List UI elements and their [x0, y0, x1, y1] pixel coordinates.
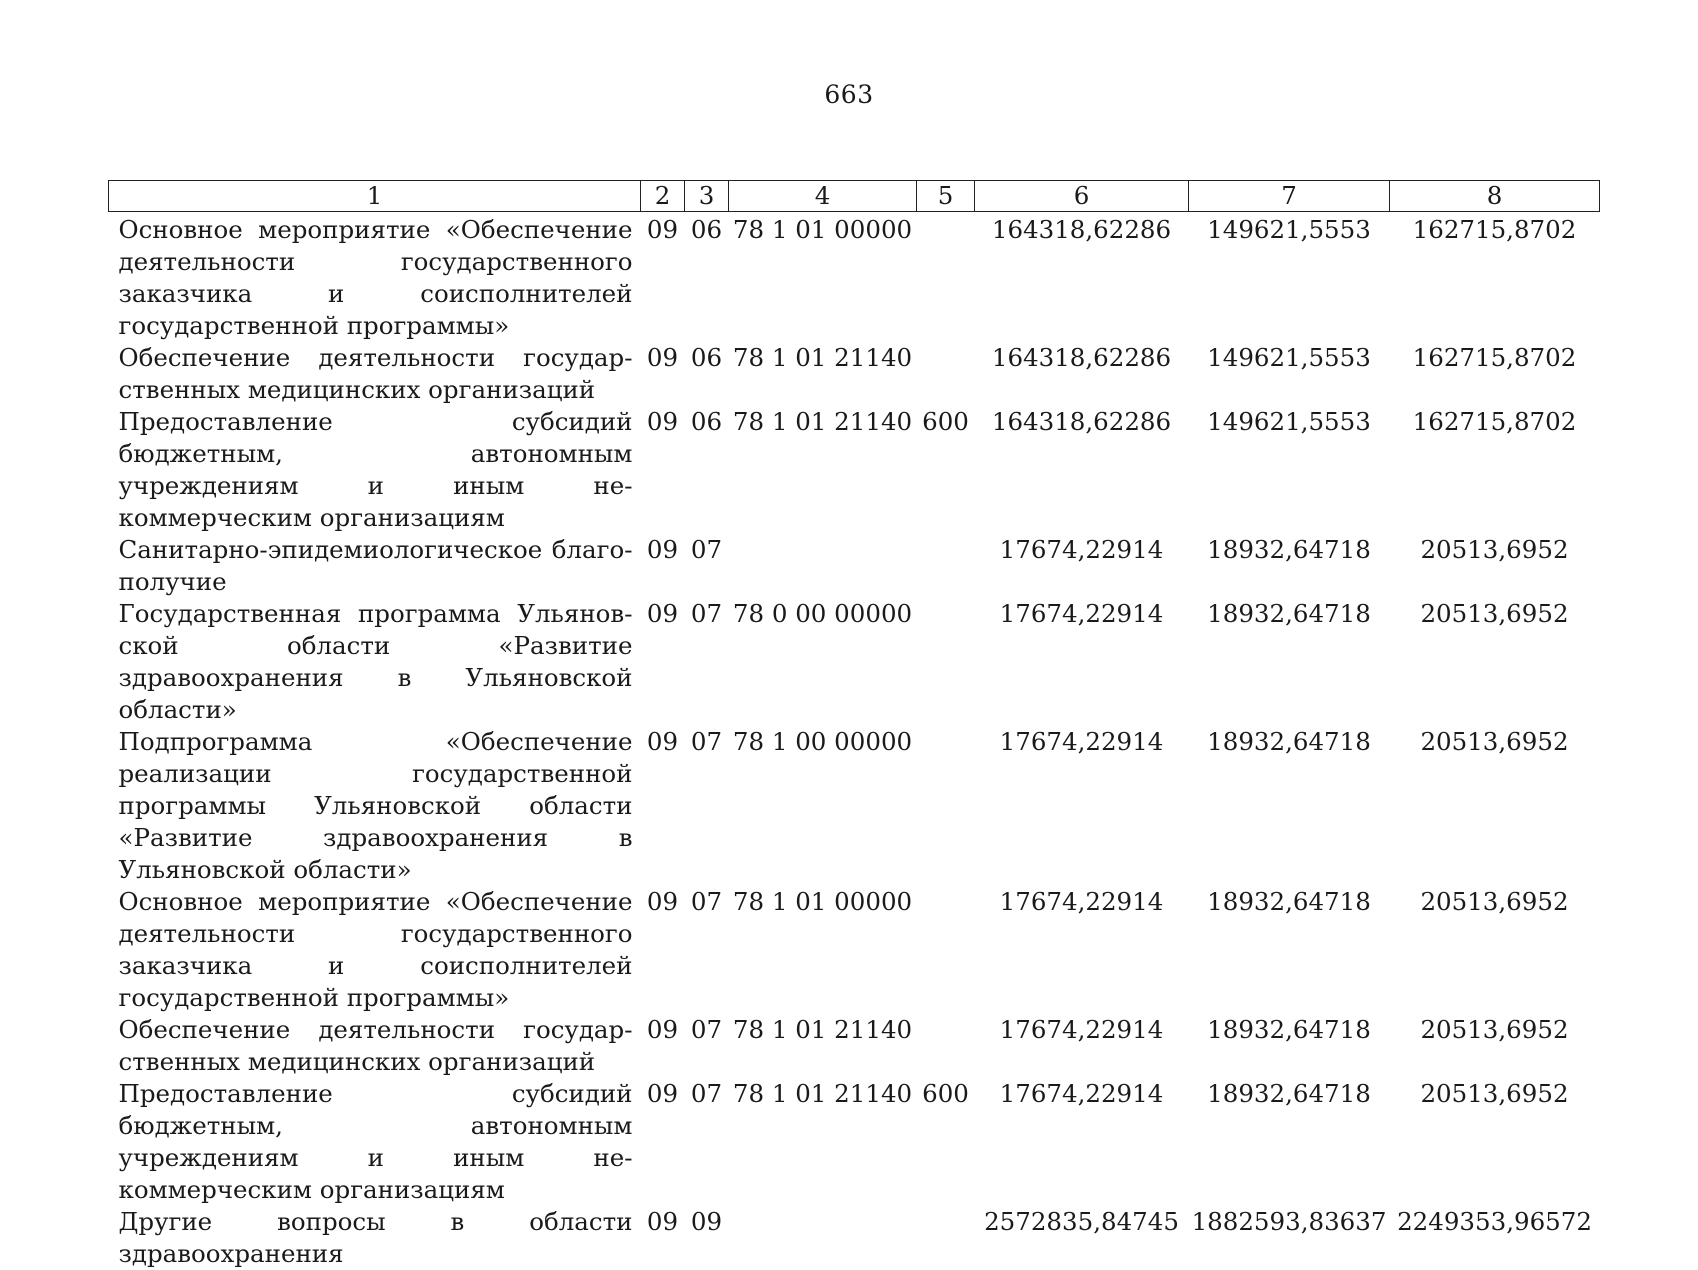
row-amount-col6: 17674,22914 — [975, 1014, 1189, 1078]
header-col-6: 6 — [975, 181, 1189, 212]
table-row — [109, 598, 1600, 726]
row-expense-type — [917, 1206, 975, 1270]
row-target-article — [729, 1206, 917, 1270]
row-amount-col8: 162715,8702 — [1390, 406, 1600, 534]
row-section-code: 09 — [641, 342, 685, 406]
header-col-1: 1 — [109, 181, 641, 212]
row-target-article: 78 1 01 00000 — [729, 212, 917, 343]
row-target-article: 78 1 01 21140 — [729, 342, 917, 406]
table-row — [109, 1206, 1600, 1270]
row-amount-col7: 18932,64718 — [1189, 1014, 1390, 1078]
row-subsection-code: 07 — [685, 598, 729, 726]
row-target-article: 78 0 00 00000 — [729, 598, 917, 726]
row-expense-type — [917, 886, 975, 1014]
table-row — [109, 406, 1600, 534]
row-target-article: 78 1 00 00000 — [729, 726, 917, 886]
header-col-8: 8 — [1390, 181, 1600, 212]
row-amount-col6: 17674,22914 — [975, 534, 1189, 598]
row-subsection-code: 07 — [685, 726, 729, 886]
row-amount-col8: 162715,8702 — [1390, 342, 1600, 406]
header-row — [109, 181, 1600, 212]
header-col-2: 2 — [641, 181, 685, 212]
row-name: Подпрограмма «Обеспечение реализации государственной программы Ульяновской области «Развитие здравоохранения в Ульяновской области» — [109, 726, 641, 886]
row-expense-type — [917, 598, 975, 726]
row-expense-type — [917, 534, 975, 598]
row-target-article — [729, 534, 917, 598]
row-subsection-code: 07 — [685, 886, 729, 1014]
header-col-7: 7 — [1189, 181, 1390, 212]
row-amount-col6: 164318,62286 — [975, 342, 1189, 406]
row-expense-type: 600 — [917, 406, 975, 534]
row-name: Другие вопросы в области здравоохранения — [109, 1206, 641, 1270]
row-subsection-code: 07 — [685, 534, 729, 598]
row-amount-col6: 164318,62286 — [975, 406, 1189, 534]
row-subsection-code: 07 — [685, 1078, 729, 1206]
row-expense-type — [917, 1014, 975, 1078]
row-section-code: 09 — [641, 212, 685, 343]
row-amount-col6: 17674,22914 — [975, 1078, 1189, 1206]
table-row — [109, 342, 1600, 406]
row-name: Основное мероприятие «Обеспечение деятельности государственного заказчика и соисполнителей государственной программы» — [109, 886, 641, 1014]
budget-table — [108, 180, 1600, 1270]
row-amount-col8: 20513,6952 — [1390, 1014, 1600, 1078]
table-row — [109, 726, 1600, 886]
row-subsection-code: 09 — [685, 1206, 729, 1270]
row-amount-col7: 1882593,83637 — [1189, 1206, 1390, 1270]
row-amount-col7: 18932,64718 — [1189, 598, 1390, 726]
header-col-4: 4 — [729, 181, 917, 212]
row-section-code: 09 — [641, 534, 685, 598]
row-name: Предоставление субсидий бюджетным, автономным учреждениям и иным некоммерческим организациям — [109, 1078, 641, 1206]
row-amount-col7: 18932,64718 — [1189, 534, 1390, 598]
page-number: 663 — [0, 80, 1698, 109]
row-section-code: 09 — [641, 598, 685, 726]
row-name: Государственная программа Ульяновской области «Развитие здравоохранения в Ульяновской области» — [109, 598, 641, 726]
table-body — [109, 212, 1600, 1270]
row-amount-col6: 17674,22914 — [975, 726, 1189, 886]
row-amount-col7: 149621,5553 — [1189, 406, 1390, 534]
row-name: Санитарно-эпидемиологическое благополучие — [109, 534, 641, 598]
row-subsection-code: 07 — [685, 1014, 729, 1078]
row-amount-col8: 20513,6952 — [1390, 886, 1600, 1014]
table-row — [109, 1014, 1600, 1078]
row-amount-col6: 17674,22914 — [975, 598, 1189, 726]
table-row — [109, 212, 1600, 343]
row-amount-col8: 20513,6952 — [1390, 1078, 1600, 1206]
row-amount-col6: 17674,22914 — [975, 886, 1189, 1014]
row-amount-col7: 18932,64718 — [1189, 726, 1390, 886]
row-amount-col6: 2572835,84745 — [975, 1206, 1189, 1270]
row-expense-type — [917, 726, 975, 886]
row-target-article: 78 1 01 21140 — [729, 1078, 917, 1206]
row-section-code: 09 — [641, 726, 685, 886]
header-col-5: 5 — [917, 181, 975, 212]
row-section-code: 09 — [641, 1206, 685, 1270]
row-section-code: 09 — [641, 1014, 685, 1078]
row-amount-col7: 18932,64718 — [1189, 1078, 1390, 1206]
row-target-article: 78 1 01 21140 — [729, 1014, 917, 1078]
row-name: Предоставление субсидий бюджетным, автономным учреждениям и иным некоммерческим организациям — [109, 406, 641, 534]
row-amount-col8: 20513,6952 — [1390, 598, 1600, 726]
row-section-code: 09 — [641, 886, 685, 1014]
row-amount-col8: 2249353,96572 — [1390, 1206, 1600, 1270]
table-row — [109, 1078, 1600, 1206]
row-amount-col8: 20513,6952 — [1390, 726, 1600, 886]
row-expense-type — [917, 342, 975, 406]
row-name: Основное мероприятие «Обеспечение деятельности государственного заказчика и соисполнителей государственной программы» — [109, 212, 641, 343]
row-section-code: 09 — [641, 406, 685, 534]
row-section-code: 09 — [641, 1078, 685, 1206]
row-subsection-code: 06 — [685, 342, 729, 406]
row-amount-col6: 164318,62286 — [975, 212, 1189, 343]
header-col-3: 3 — [685, 181, 729, 212]
row-subsection-code: 06 — [685, 406, 729, 534]
row-expense-type: 600 — [917, 1078, 975, 1206]
row-target-article: 78 1 01 00000 — [729, 886, 917, 1014]
row-subsection-code: 06 — [685, 212, 729, 343]
row-name: Обеспечение деятельности государственных медицинских организаций — [109, 342, 641, 406]
row-amount-col7: 149621,5553 — [1189, 342, 1390, 406]
row-amount-col8: 162715,8702 — [1390, 212, 1600, 343]
row-name: Обеспечение деятельности государственных медицинских организаций — [109, 1014, 641, 1078]
row-target-article: 78 1 01 21140 — [729, 406, 917, 534]
row-amount-col7: 18932,64718 — [1189, 886, 1390, 1014]
row-amount-col8: 20513,6952 — [1390, 534, 1600, 598]
row-amount-col7: 149621,5553 — [1189, 212, 1390, 343]
table-row — [109, 886, 1600, 1014]
table-row — [109, 534, 1600, 598]
table-header — [109, 181, 1600, 212]
row-expense-type — [917, 212, 975, 343]
